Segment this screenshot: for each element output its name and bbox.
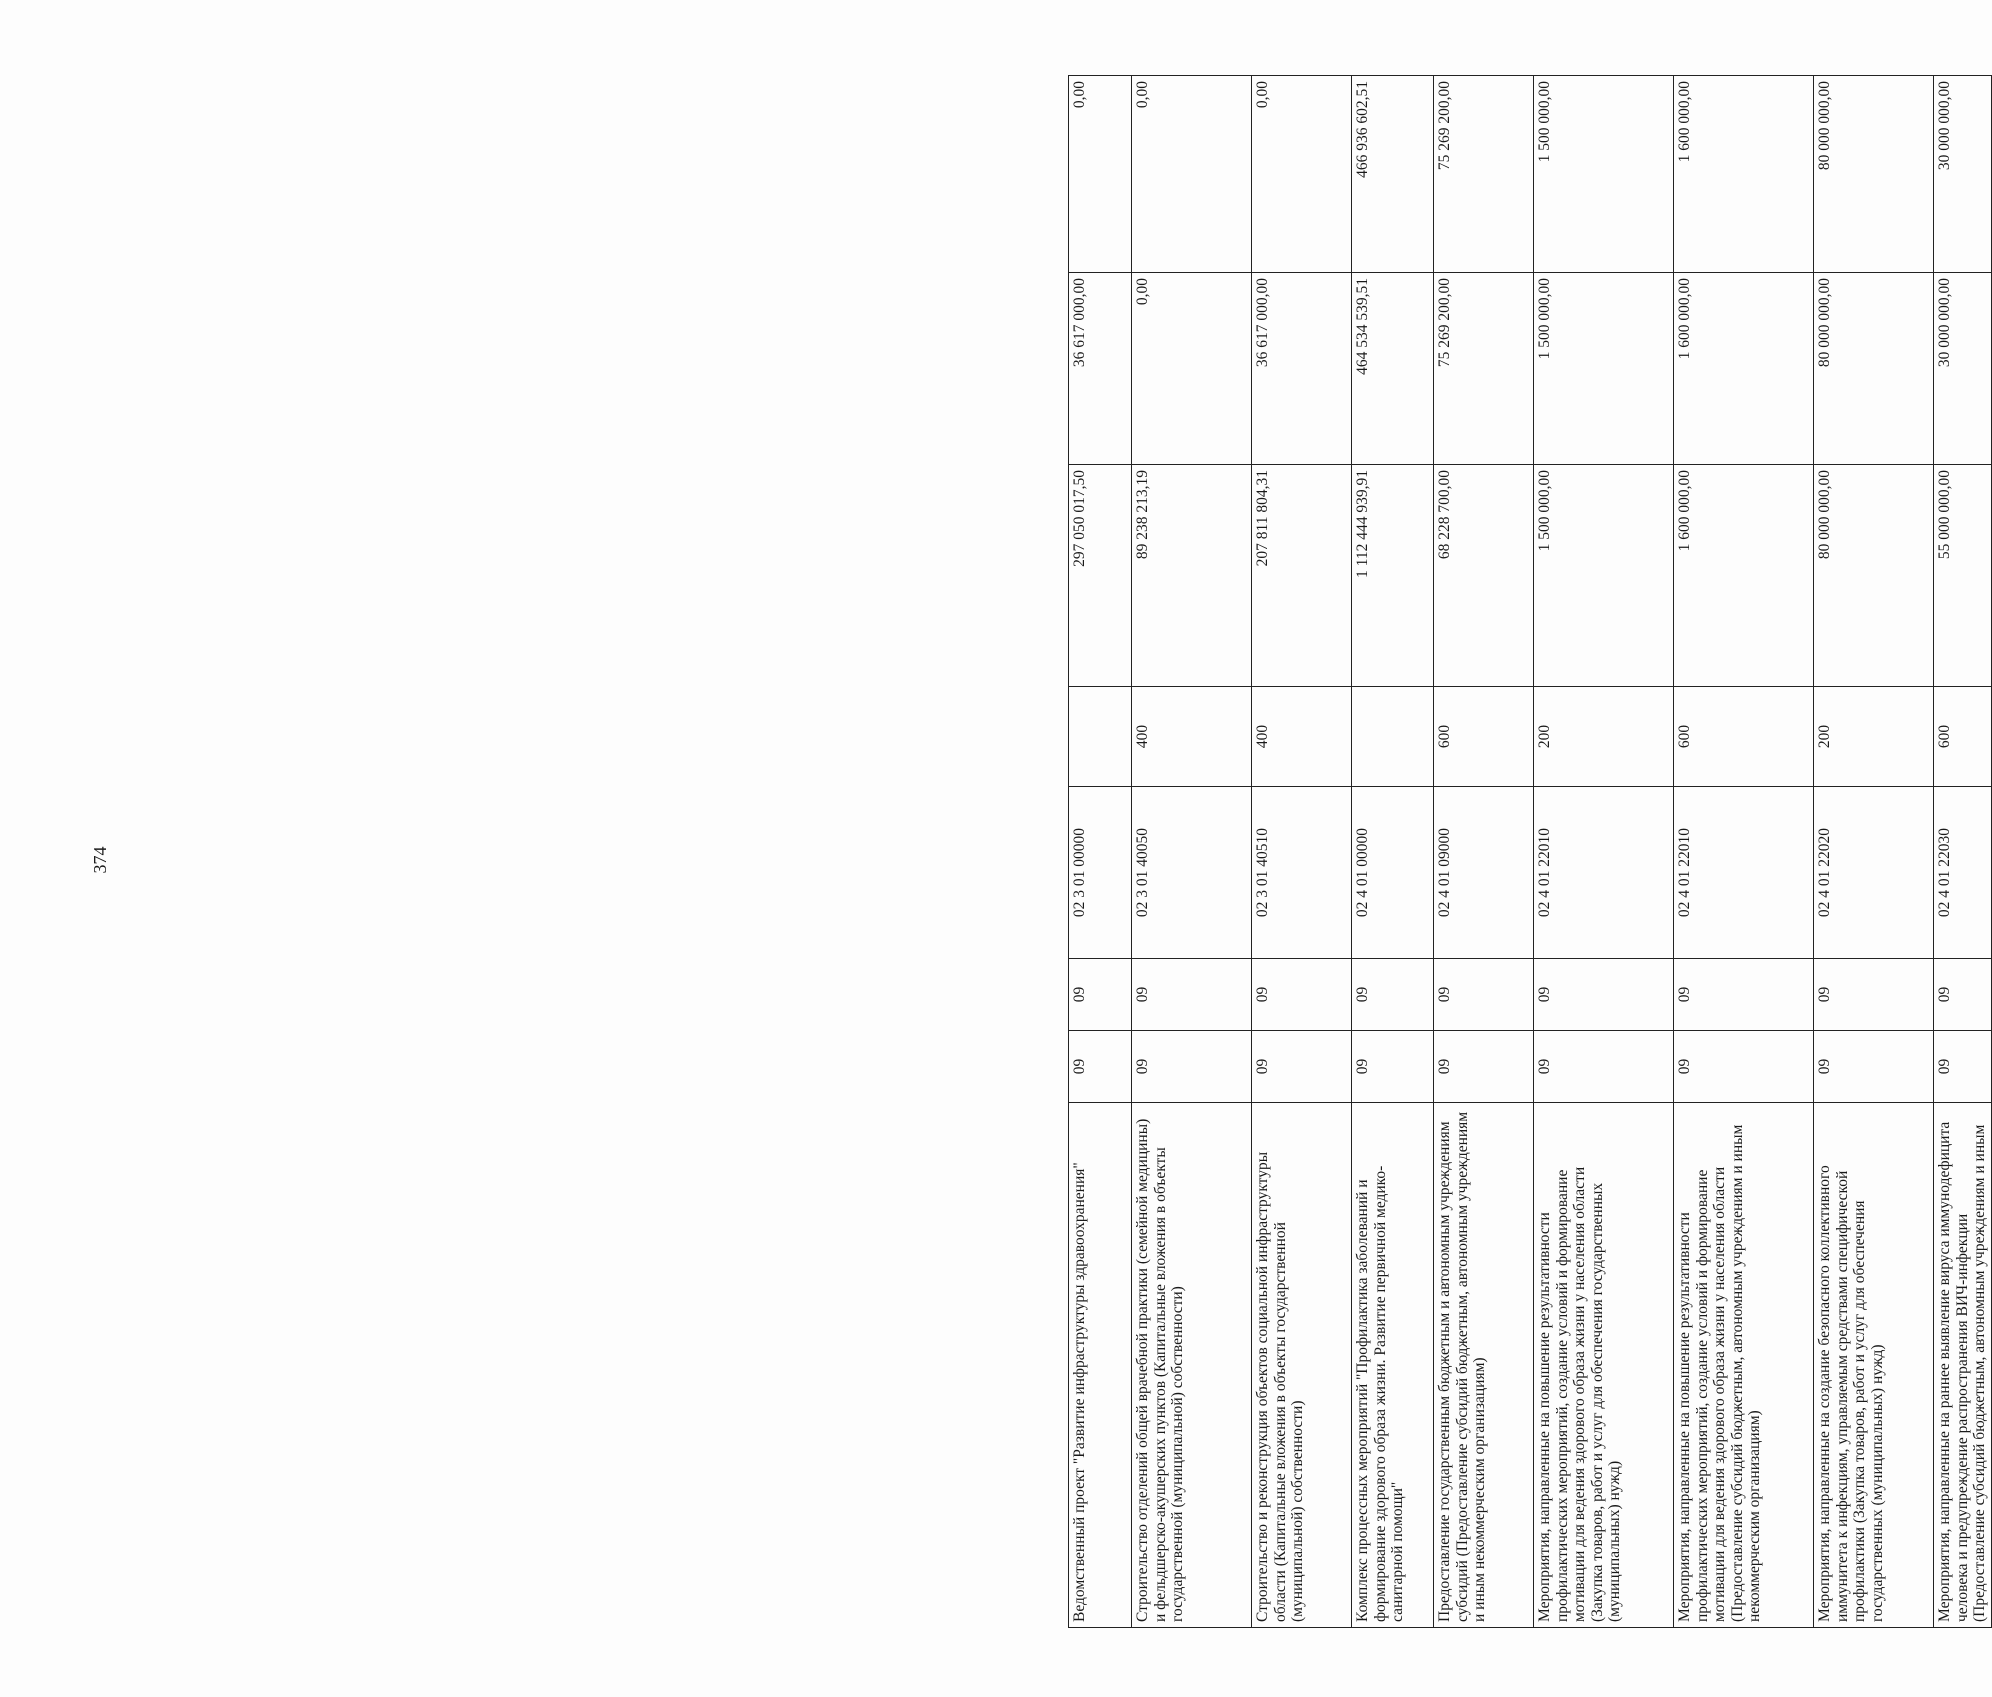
- amount-year-1: 1 600 000,00: [1674, 465, 1814, 687]
- amount-year-1: 207 811 804,31: [1252, 465, 1352, 687]
- expense-type-code: 600: [1674, 687, 1814, 787]
- target-article-code: 02 4 01 00000: [1352, 787, 1434, 959]
- amount-year-2: 1 500 000,00: [1534, 273, 1674, 465]
- amount-year-3: 80 000 000,00: [1814, 76, 1934, 273]
- expense-type-code: 600: [1934, 687, 1992, 787]
- ministry-code: 09: [1132, 1031, 1252, 1103]
- amount-year-1: 297 050 017,50: [1069, 465, 1132, 687]
- target-article-code: 02 4 01 22010: [1674, 787, 1814, 959]
- expense-type-code: 400: [1132, 687, 1252, 787]
- row-description: Мероприятия, направленные на раннее выявление вируса иммунодефицита человека и предупреждение распространения ВИЧ-инфекции (Предоставление субсидий бюджетным, автономным учреждениям и иным: [1934, 1103, 1992, 1628]
- ministry-code: 09: [1434, 1031, 1534, 1103]
- subsection-code: 09: [1434, 959, 1534, 1031]
- row-description: Комплекс процессных мероприятий "Профилактика заболеваний и формирование здорового образа жизни. Развитие первичной медико-санитарной помощи": [1352, 1103, 1434, 1628]
- table-row: [1674, 76, 1814, 1628]
- table-row: [1352, 76, 1434, 1628]
- ministry-code: 09: [1069, 1031, 1132, 1103]
- ministry-code: 09: [1814, 1031, 1934, 1103]
- amount-year-3: 466 936 602,51: [1352, 76, 1434, 273]
- ministry-code: 09: [1674, 1031, 1814, 1103]
- ministry-code: 09: [1934, 1031, 1992, 1103]
- target-article-code: 02 3 01 00000: [1069, 787, 1132, 959]
- expense-type-code: 200: [1534, 687, 1674, 787]
- subsection-code: 09: [1934, 959, 1992, 1031]
- table-row: [1934, 76, 1992, 1628]
- target-article-code: 02 4 01 09000: [1434, 787, 1534, 959]
- amount-year-1: 68 228 700,00: [1434, 465, 1534, 687]
- amount-year-3: 75 269 200,00: [1434, 76, 1534, 273]
- amount-year-3: 0,00: [1252, 76, 1352, 273]
- table-row: [1069, 76, 1132, 1628]
- amount-year-3: 30 000 000,00: [1934, 76, 1992, 273]
- amount-year-2: 75 269 200,00: [1434, 273, 1534, 465]
- subsection-code: 09: [1534, 959, 1674, 1031]
- expense-type-code: [1069, 687, 1132, 787]
- expense-type-code: [1352, 687, 1434, 787]
- table-row: [1132, 76, 1252, 1628]
- budget-table-rotated: [1068, 76, 1988, 1628]
- table-row: [1534, 76, 1674, 1628]
- amount-year-2: 0,00: [1132, 273, 1252, 465]
- row-description: Мероприятия, направленные на повышение результативности профилактических мероприятий, создание условий и формирование мотивации для ведения здорового образа жизни у населения области (Предоставление субсидий бюджетным, автономным учреждениям и иным некоммерческим организациям): [1674, 1103, 1814, 1628]
- subsection-code: 09: [1814, 959, 1934, 1031]
- amount-year-2: 80 000 000,00: [1814, 273, 1934, 465]
- row-description: Строительство отделений общей врачебной практики (семейной медицины) и фельдшерско-акушерских пунктов (Капитальные вложения в объекты государственной (муниципальной) собственности): [1132, 1103, 1252, 1628]
- table-row: [1252, 76, 1352, 1628]
- budget-table: [1068, 75, 1992, 1628]
- expense-type-code: 400: [1252, 687, 1352, 787]
- subsection-code: 09: [1252, 959, 1352, 1031]
- subsection-code: 09: [1674, 959, 1814, 1031]
- target-article-code: 02 4 01 22020: [1814, 787, 1934, 959]
- expense-type-code: 200: [1814, 687, 1934, 787]
- target-article-code: 02 4 01 22010: [1534, 787, 1674, 959]
- subsection-code: 09: [1132, 959, 1252, 1031]
- amount-year-1: 1 500 000,00: [1534, 465, 1674, 687]
- target-article-code: 02 3 01 40050: [1132, 787, 1252, 959]
- table-row: [1434, 76, 1534, 1628]
- row-description: Мероприятия, направленные на создание безопасного коллективного иммунитета к инфекциям, управляемым средствами специфической профилактики (Закупка товаров, работ и услуг для обеспечения государственных (муниципальных) нужд): [1814, 1103, 1934, 1628]
- ministry-code: 09: [1352, 1031, 1434, 1103]
- amount-year-1: 1 112 444 939,91: [1352, 465, 1434, 687]
- amount-year-2: 36 617 000,00: [1252, 273, 1352, 465]
- amount-year-3: 0,00: [1132, 76, 1252, 273]
- row-description: Мероприятия, направленные на повышение результативности профилактических мероприятий, создание условий и формирование мотивации для ведения здорового образа жизни у населения области (Закупка товаров, работ и услуг для обеспечения государственных (муниципальных) нужд): [1534, 1103, 1674, 1628]
- row-description: Предоставление государственным бюджетным и автономным учреждениям субсидий (Предоставление субсидий бюджетным, автономным учреждениям и иным некоммерческим организациям): [1434, 1103, 1534, 1628]
- amount-year-3: 1 600 000,00: [1674, 76, 1814, 273]
- amount-year-2: 1 600 000,00: [1674, 273, 1814, 465]
- ministry-code: 09: [1534, 1031, 1674, 1103]
- row-description: Строительство и реконструкция объектов социальной инфраструктуры области (Капитальные вложения в объекты государственной (муниципальной) собственности): [1252, 1103, 1352, 1628]
- page-number: 374: [90, 846, 110, 874]
- amount-year-3: 0,00: [1069, 76, 1132, 273]
- subsection-code: 09: [1069, 959, 1132, 1031]
- amount-year-1: 80 000 000,00: [1814, 465, 1934, 687]
- subsection-code: 09: [1352, 959, 1434, 1031]
- table-row: [1814, 76, 1934, 1628]
- row-description: Ведомственный проект "Развитие инфраструктуры здравоохранения": [1069, 1103, 1132, 1628]
- amount-year-1: 55 000 000,00: [1934, 465, 1992, 687]
- amount-year-1: 89 238 213,19: [1132, 465, 1252, 687]
- amount-year-2: 464 534 539,51: [1352, 273, 1434, 465]
- amount-year-3: 1 500 000,00: [1534, 76, 1674, 273]
- target-article-code: 02 3 01 40510: [1252, 787, 1352, 959]
- amount-year-2: 36 617 000,00: [1069, 273, 1132, 465]
- expense-type-code: 600: [1434, 687, 1534, 787]
- amount-year-2: 30 000 000,00: [1934, 273, 1992, 465]
- target-article-code: 02 4 01 22030: [1934, 787, 1992, 959]
- ministry-code: 09: [1252, 1031, 1352, 1103]
